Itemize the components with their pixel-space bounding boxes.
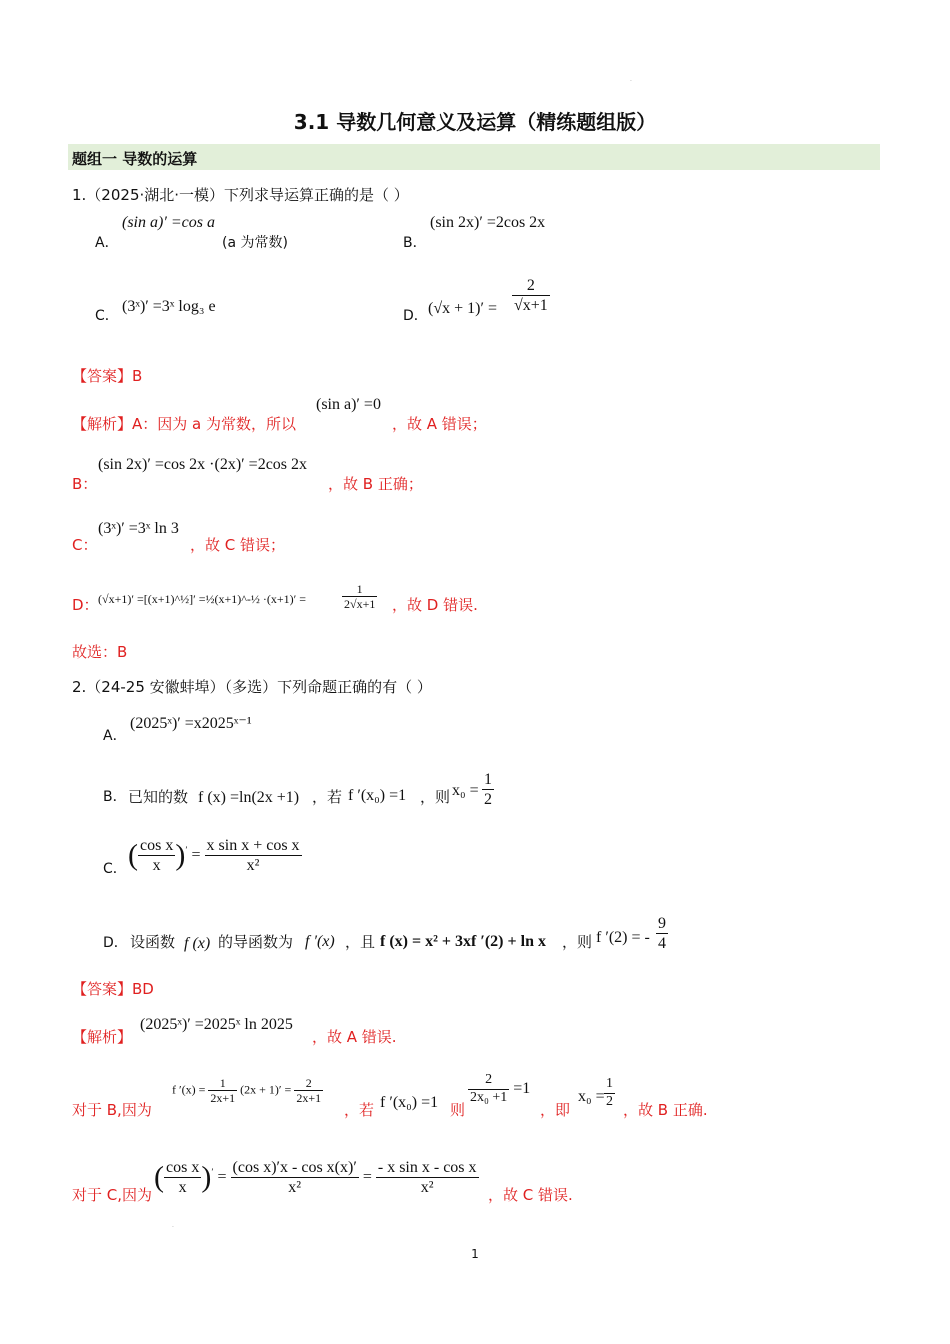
q2-option-d-math3: f (x) = x² + 3xf ′(2) + ln x <box>380 933 546 950</box>
q2-option-d-fraction <box>656 914 668 953</box>
q2-option-d-denominator: 4 <box>658 935 666 953</box>
q2-analysis-b-num3: 2 <box>468 1072 509 1090</box>
q2-analysis-c-num1: cos x <box>164 1158 201 1178</box>
q1-analysis-a-math: (sin a)′ =0 <box>316 396 381 413</box>
q2-analysis-b-mid3: ，即 <box>540 1101 571 1119</box>
q2-analysis-a-suffix: ，故 A 错误. <box>312 1028 397 1046</box>
q2-option-d-math1: f (x) <box>184 935 211 952</box>
q2-analysis-a-prefix: 【解析】 <box>72 1028 133 1046</box>
q1-option-a-note: (a 为常数) <box>222 235 288 251</box>
q2-analysis-c-den3: x² <box>420 1179 434 1197</box>
q2-option-c-right-denominator: x² <box>246 857 260 875</box>
section-header <box>68 144 880 170</box>
q1-analysis-b-suffix: ，故 B 正确； <box>328 475 423 493</box>
q2-option-b-math3: x₀ = <box>452 782 479 799</box>
q2-option-d-text2: 的导函数为 <box>218 933 294 951</box>
q2-option-b-text1: 已知的数 <box>128 788 189 806</box>
q2-analysis-b-expression <box>172 1076 323 1106</box>
q2-analysis-c-suffix: ，故 C 错误. <box>488 1186 573 1204</box>
q2-option-b-text2: ，若 <box>312 788 343 806</box>
q2-analysis-b-num4: 1 <box>604 1076 615 1094</box>
section-title: 题组一 导数的运算 <box>72 150 198 168</box>
q2-analysis-b-den3: 2x₀ +1 <box>470 1089 508 1105</box>
q1-analysis-c-prefix: C： <box>72 536 98 554</box>
q1-analysis-d-numerator: 1 <box>342 582 377 597</box>
q1-option-a-label: A． <box>95 235 119 251</box>
q2-analysis-b-math1: f ′(x) = <box>172 1082 206 1097</box>
q2-analysis-c-den2: x² <box>288 1179 302 1197</box>
q2-analysis-b-den1: 2x+1 <box>210 1091 236 1106</box>
header-dot: . <box>630 76 632 83</box>
q2-analysis-b-math3: f ′(x₀) =1 <box>380 1094 439 1111</box>
q1-stem: 1.（2025·湖北·一模）下列求导运算正确的是（ ） <box>72 186 409 204</box>
q2-analysis-c-num2: (cos x)′x - cos x(x)′ <box>231 1158 359 1178</box>
q2-analysis-b-math2: (2x + 1)′ = <box>240 1082 292 1097</box>
q2-analysis-a-math: (2025ˣ)′ =2025ˣ ln 2025 <box>140 1016 293 1033</box>
q1-analysis-d-suffix: ，故 D 错误. <box>392 596 478 614</box>
q2-option-d-text4: ，则 <box>562 933 593 951</box>
q2-option-c-label: C． <box>103 861 127 877</box>
q1-analysis-c-math: (3ˣ)′ =3ˣ ln 3 <box>98 520 179 537</box>
q1-analysis-c-suffix: ，故 C 错误； <box>190 536 286 554</box>
q2-analysis-c-prefix: 对于 C,因为 <box>72 1186 153 1204</box>
q1-analysis-a-suffix: ，故 A 错误； <box>392 415 487 433</box>
q2-option-b-math1: f (x) =ln(2x +1) <box>198 789 300 806</box>
q2-option-b-denominator: 2 <box>484 791 492 809</box>
q2-analysis-b-suffix: ，故 B 正确. <box>623 1101 708 1119</box>
q2-analysis-b-prefix: 对于 B,因为 <box>72 1101 152 1119</box>
q1-option-d-label: D． <box>403 308 428 324</box>
q2-option-d-math4: f ′(2) = - <box>596 929 650 946</box>
q1-analysis-d-fraction <box>342 582 377 612</box>
q2-analysis-b-num1: 1 <box>208 1076 237 1091</box>
q2-analysis-b-num2: 2 <box>294 1076 323 1091</box>
q2-option-b-math2: f ′(x₀) =1 <box>348 787 407 804</box>
q1-option-d-math: (√x + 1)′ = <box>428 300 497 317</box>
q2-analysis-c-num3: - x sin x - cos x <box>376 1158 479 1178</box>
q2-option-d-numerator: 9 <box>656 914 668 934</box>
q2-answer: 【答案】BD <box>72 980 154 998</box>
q2-option-c-right-numerator: x sin x + cos x <box>205 836 302 856</box>
q2-option-d-label: D． <box>103 935 128 951</box>
q2-analysis-b-den2: 2x+1 <box>296 1091 322 1106</box>
q1-option-c-math: (3ˣ)′ =3ˣ log₃ e <box>122 298 216 315</box>
q1-analysis-b-math: (sin 2x)′ =cos 2x ·(2x)′ =2cos 2x <box>98 456 308 473</box>
q2-option-a-math: (2025ˣ)′ =x2025ˣ⁻¹ <box>130 715 252 732</box>
q2-option-c-expression: ( $\frac{\text{cos x}}{x}$ )′ = $\frac{\text{x sin x + cos x}}{\text{x²}}$ <box>128 837 300 875</box>
q2-analysis-b-fraction4 <box>604 1076 615 1111</box>
q1-analysis-d-denominator: 2√x+1 <box>344 597 376 612</box>
q1-option-d-fraction <box>512 276 550 315</box>
q1-option-d-numerator: 2 <box>512 276 550 296</box>
q1-option-b-label: B． <box>403 235 427 251</box>
q1-option-b-math: (sin 2x)′ =2cos 2x <box>430 214 546 231</box>
q1-choose: 故选：B <box>72 643 128 661</box>
q1-analysis-a-prefix: 【解析】A：因为 a 为常数，所以 <box>72 415 296 433</box>
q2-analysis-b-den4: 2 <box>606 1093 613 1109</box>
footer-dot: . <box>172 1222 174 1229</box>
q2-analysis-c-expression: ( $\frac{\text{cos x}}{x}$ )′ = $\frac{\text{(cos x)′x - cos x(x)′}}{\text{x²}}$ = $\frac{\text{- x sin x - cos x}}{\text{x²}}$ <box>154 1159 477 1197</box>
q2-option-b-fraction <box>482 770 494 809</box>
q2-analysis-b-mid2: 则 <box>450 1101 466 1119</box>
q1-option-a-math: (sin a)′ =cos a <box>122 214 215 231</box>
q1-option-d-denominator: √x+1 <box>514 297 548 315</box>
q2-analysis-b-mid1: ，若 <box>344 1101 375 1119</box>
q2-option-b-numerator: 1 <box>482 770 494 790</box>
q1-analysis-b-prefix: B： <box>72 475 98 493</box>
q2-option-c-numerator: cos x <box>138 836 175 856</box>
q1-option-c-label: C． <box>95 308 119 324</box>
q2-analysis-b-math4: x₀ = <box>578 1088 605 1105</box>
q2-option-c-denominator: x <box>152 857 161 875</box>
q2-option-a-label: A． <box>103 728 127 744</box>
q2-analysis-c-den1: x <box>178 1179 187 1197</box>
q2-option-b-label: B． <box>103 789 127 805</box>
page-number: 1 <box>471 1247 479 1261</box>
q2-option-d-text1: 设函数 <box>130 933 176 951</box>
q2-stem: 2.（24-25 安徽蚌埠）（多选）下列命题正确的有（ ） <box>72 678 432 696</box>
q2-option-d-math2: f ′(x) <box>305 933 335 950</box>
q2-analysis-b-fraction3 <box>468 1072 530 1107</box>
q1-analysis-d-prefix: D： <box>72 596 99 614</box>
page-title: 3.1 导数几何意义及运算（精练题组版） <box>293 110 657 134</box>
q1-answer: 【答案】B <box>72 367 143 385</box>
q2-analysis-b-eq: =1 <box>513 1079 531 1097</box>
q2-option-d-text3: ，且 <box>345 933 376 951</box>
q2-option-b-text3: ，则 <box>420 788 451 806</box>
q1-analysis-d-math: (√x+1)′ =[(x+1)^½]′ =½(x+1)^-½ ·(x+1)′ = <box>98 592 307 606</box>
